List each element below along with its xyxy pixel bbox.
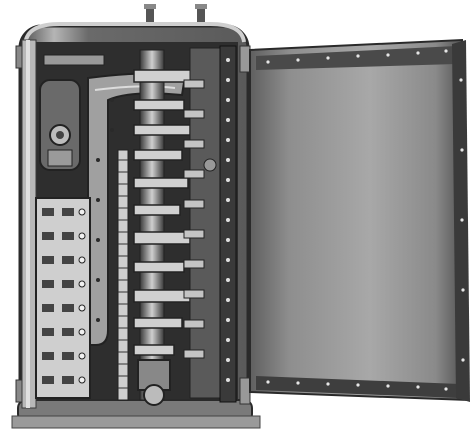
right-insulator-strip [220,46,236,402]
open-door [250,40,470,402]
left-frame-bar [22,40,36,408]
vertical-rack [118,150,128,400]
terminal-board [36,198,90,398]
